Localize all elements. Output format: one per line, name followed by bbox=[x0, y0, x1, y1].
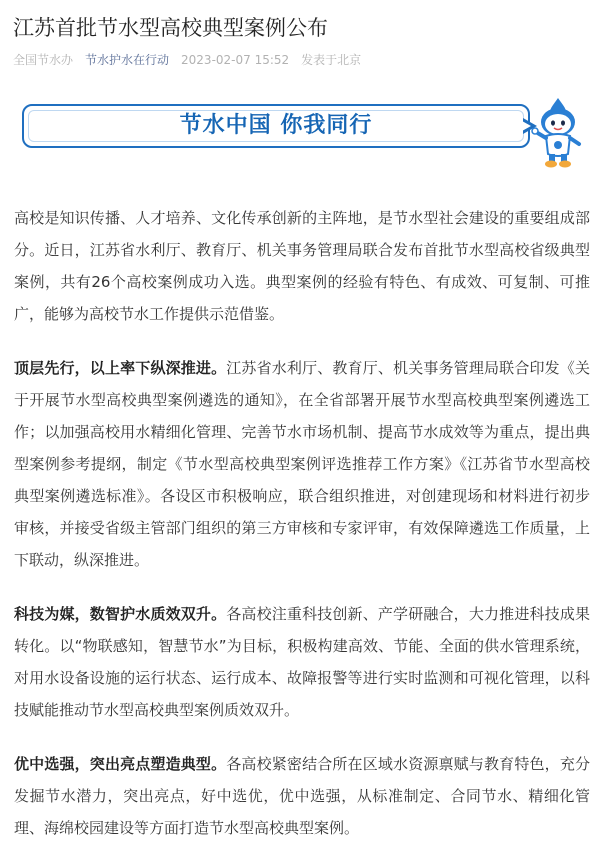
paragraph-text: 江苏省水利厅、教育厅、机关事务管理局联合印发《关于开展节水型高校典型案例遴选的通知》，在全省部署开展节水型高校典型案例遴选工作；以加强高校用水精细化管理、完善节水市场机制、提高节水成效等为重点，提出典型案例参考提纲，制定《节水型高校典型案例评选推荐工作方案》《江苏省节水型高校典型案例遴选标准》。各设区市积极响应，联合组织推进，对创建现场和材料进行初步审核，并接受省级主管部门组织的第三方审核和专家评审，有效保障遴选工作质量，上下联动，纵深推进。 bbox=[14, 359, 590, 569]
paragraph-text: 各高校注重科技创新、产学研融合，大力推进科技成果转化。以“物联感知，智慧节水”为目标，积极构建高效、节能、全面的供水管理系统，对用水设备设施的运行状态、运行成本、故障报警等进行实时监测和可视化管理，以科技赋能推动节水型高校典型案例质效双升。 bbox=[14, 605, 590, 719]
banner-slogan: 节水中国 你我同行 bbox=[179, 113, 373, 138]
publish-location: 发表于北京 bbox=[301, 53, 362, 67]
article-title: 江苏首批节水型高校典型案例公布 bbox=[13, 16, 328, 40]
paragraph-lead: 顶层先行，以上率下纵深推进。 bbox=[14, 359, 227, 377]
paragraph-technology bbox=[14, 598, 590, 726]
account-name-link[interactable]: 节水护水在行动 bbox=[85, 53, 170, 67]
paragraph-text: 各高校紧密结合所在区域水资源禀赋与教育特色，充分发掘节水潜力，突出亮点，好中选优，优中选强，从标准制定、合同节水、精细化管理、海绵校园建设等方面打造节水型高校典型案例。 bbox=[14, 755, 590, 837]
article-body bbox=[14, 202, 590, 866]
author-name: 全国节水办 bbox=[13, 53, 74, 67]
water-drop-mascot-icon bbox=[530, 96, 586, 170]
publish-time: 2023-02-07 15:52 bbox=[181, 53, 290, 67]
slogan-banner bbox=[22, 92, 542, 168]
paragraph-selection bbox=[14, 748, 590, 844]
paragraph-intro bbox=[14, 202, 590, 330]
paragraph-text: 高校是知识传播、人才培养、文化传承创新的主阵地，是节水型社会建设的重要组成部分。近日，江苏省水利厅、教育厅、机关事务管理局联合发布首批节水型高校省级典型案例，共有26个高校案例成功入选。典型案例的经验有特色、有成效、可复制、可推广，能够为高校节水工作提供示范借鉴。 bbox=[14, 209, 590, 323]
article-meta bbox=[13, 50, 361, 70]
paragraph-top-level bbox=[14, 352, 590, 576]
paragraph-lead: 科技为媒，数智护水质效双升。 bbox=[14, 605, 227, 623]
paragraph-lead: 优中选强，突出亮点塑造典型。 bbox=[14, 755, 227, 773]
